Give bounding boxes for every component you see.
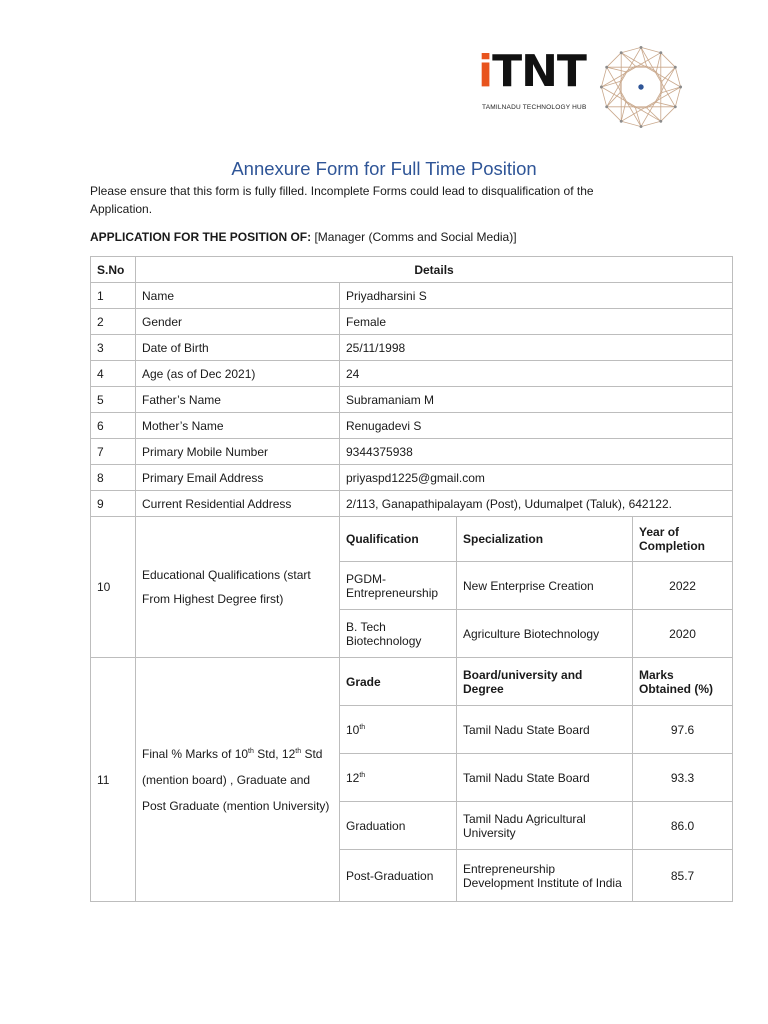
education-label: Educational Qualifications (start From Highest Degree first) [136,517,340,658]
specialization-header: Specialization [457,517,633,562]
marks-sno: 11 [91,658,136,902]
education-sno: 10 [91,517,136,658]
row-label: Mother’s Name [136,413,340,439]
table-row [91,283,733,309]
logo-tnt: TNT [492,46,586,97]
marks-label-b: th [248,747,254,755]
row-sno: 9 [91,491,136,517]
marks-cell: 86.0 [633,802,733,850]
itnt-logo [478,40,690,122]
board-cell: Tamil Nadu State Board [457,754,633,802]
row-label: Primary Email Address [136,465,340,491]
board-cell: Tamil Nadu State Board [457,706,633,754]
row-label: Primary Mobile Number [136,439,340,465]
row-sno: 3 [91,335,136,361]
table-row [91,413,733,439]
marks-cell: 97.6 [633,706,733,754]
row-label: Date of Birth [136,335,340,361]
grade-header: Grade [340,658,457,706]
row-value: Female [340,309,733,335]
board-cell: Entrepreneurship Development Institute of India [457,850,633,902]
specialization-cell: New Enterprise Creation [457,562,633,610]
row-value: 25/11/1998 [340,335,733,361]
board-cell: Tamil Nadu Agricultural University [457,802,633,850]
row-sno: 2 [91,309,136,335]
year-cell: 2020 [633,610,733,658]
grade-text: Graduation [346,818,406,833]
row-sno: 4 [91,361,136,387]
marks-cell: 85.7 [633,850,733,902]
row-label: Age (as of Dec 2021) [136,361,340,387]
logo-wordmark [478,46,586,97]
application-position [90,230,517,244]
grade-sup: th [359,771,366,779]
table-row [91,335,733,361]
row-value: Subramaniam M [340,387,733,413]
row-label: Name [136,283,340,309]
education-header-row [91,517,733,562]
table-row [91,491,733,517]
table-row [91,361,733,387]
row-sno: 7 [91,439,136,465]
table-row [91,465,733,491]
marks-label-d: th [295,747,302,755]
marks-header-row [91,658,733,706]
marks-label-a: Final % Marks of 10 [142,746,249,761]
grade-text: 12 [346,770,360,785]
details-header: Details [136,257,733,283]
marks-label-e: Std (mention board) , Graduate and Post Graduate (mention University) [142,746,330,813]
marks-label [136,658,340,902]
application-value: [Manager (Comms and Social Media)] [314,230,517,244]
row-value: 9344375938 [340,439,733,465]
row-sno: 5 [91,387,136,413]
sno-header: S.No [91,257,136,283]
table-row [91,439,733,465]
year-header: Year of Completion [633,517,733,562]
row-label: Gender [136,309,340,335]
row-value: Priyadharsini S [340,283,733,309]
table-header-row [91,257,733,283]
table-row [91,387,733,413]
row-value: 2/113, Ganapathipalayam (Post), Udumalpet (Taluk), 642122. [340,491,733,517]
row-value: priyaspd1225@gmail.com [340,465,733,491]
qualification-cell: PGDM-Entrepreneurship [340,562,457,610]
grade-text: Post-Graduation [346,868,434,883]
application-table [90,256,733,902]
row-sno: 8 [91,465,136,491]
logo-i: i [478,46,493,97]
marks-label-c: Std, 12 [253,746,296,761]
board-header: Board/university and Degree [457,658,633,706]
grade-cell [340,802,457,850]
grade-cell [340,754,457,802]
row-label: Father’s Name [136,387,340,413]
page-title: Annexure Form for Full Time Position [231,158,537,179]
marks-cell: 93.3 [633,754,733,802]
row-value: 24 [340,361,733,387]
grade-sup: th [359,723,366,731]
grade-cell [340,850,457,902]
qualification-cell: B. Tech Biotechnology [340,610,457,658]
qualification-header: Qualification [340,517,457,562]
row-value: Renugadevi S [340,413,733,439]
form-notice: Please ensure that this form is fully filled. Incomplete Forms could lead to disqualification of the Application. [90,184,594,216]
application-label: APPLICATION FOR THE POSITION OF: [90,230,312,244]
row-label: Current Residential Address [136,491,340,517]
grade-text: 10 [346,722,360,737]
specialization-cell: Agriculture Biotechnology [457,610,633,658]
row-sno: 1 [91,283,136,309]
row-sno: 6 [91,413,136,439]
grade-cell [340,706,457,754]
logo-tagline: TAMILNADU TECHNOLOGY HUB [482,104,587,111]
table-row [91,309,733,335]
geometric-network-emblem-icon [596,42,686,132]
year-cell: 2022 [633,562,733,610]
marks-header: Marks Obtained (%) [633,658,733,706]
